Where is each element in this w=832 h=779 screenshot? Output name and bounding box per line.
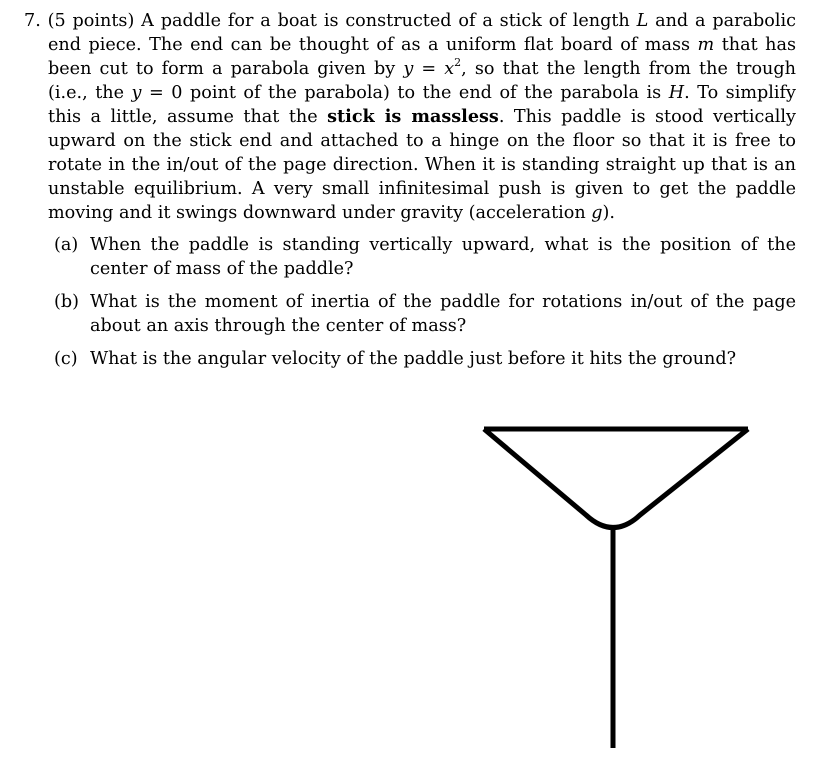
part-a <box>24 233 796 281</box>
variable-g: g <box>591 203 603 223</box>
part-label: (b) <box>54 292 79 312</box>
statement-text: and a parabolic end piece. The end can be thought of as a uniform flat board of mass <box>48 11 796 55</box>
statement-text: = 0 point of the parabola) to the end of the parabola is <box>141 83 669 103</box>
problem-number: 7. <box>24 11 41 31</box>
equation-y: y <box>403 59 414 79</box>
statement-text: . To simplify this a little, assume that the <box>48 83 796 127</box>
variable-H: H <box>668 83 685 103</box>
statement-text: A paddle for a boat is constructed of a stick of length <box>141 11 637 31</box>
part-label: (a) <box>54 235 79 255</box>
part-label: (c) <box>54 349 78 369</box>
equation-x: x <box>444 59 455 79</box>
equation-y: y <box>131 83 142 103</box>
equation-exponent: 2 <box>454 56 462 70</box>
paddle-diagram <box>470 415 760 760</box>
part-text: What is the angular velocity of the paddle just before it hits the ground? <box>90 349 737 369</box>
problem-7 <box>24 9 796 380</box>
bold-emphasis: stick is massless <box>327 106 499 127</box>
statement-text: ). <box>602 203 616 223</box>
variable-m: m <box>697 35 715 55</box>
part-text: What is the moment of inertia of the paddle for rotations in/out of the page about an axis through the center of mass? <box>90 292 796 336</box>
problem-statement <box>24 9 796 225</box>
problem-parts <box>24 233 796 371</box>
problem-points: (5 points) <box>47 11 135 31</box>
paddle-parabolic-end <box>484 429 748 528</box>
statement-text: that has been cut to form a parabola given by <box>48 35 797 79</box>
part-b <box>24 290 796 338</box>
variable-L: L <box>636 11 649 31</box>
equation-equals: = <box>413 59 445 79</box>
part-c <box>24 347 796 371</box>
statement-text: , so that the length from the trough (i.e., the <box>48 59 796 103</box>
part-text: When the paddle is standing vertically upward, what is the position of the center of mass of the paddle? <box>90 235 796 279</box>
statement-text: . This paddle is stood vertically upward on the stick end and attached to a hinge on the floor so that it is free to rotate in the in/out of the page direction. When it is standing straight up that is an unstable equilibrium. A very small infinitesimal push is given to get the paddle moving and it swings downward under gravity (acceleration <box>48 107 796 223</box>
